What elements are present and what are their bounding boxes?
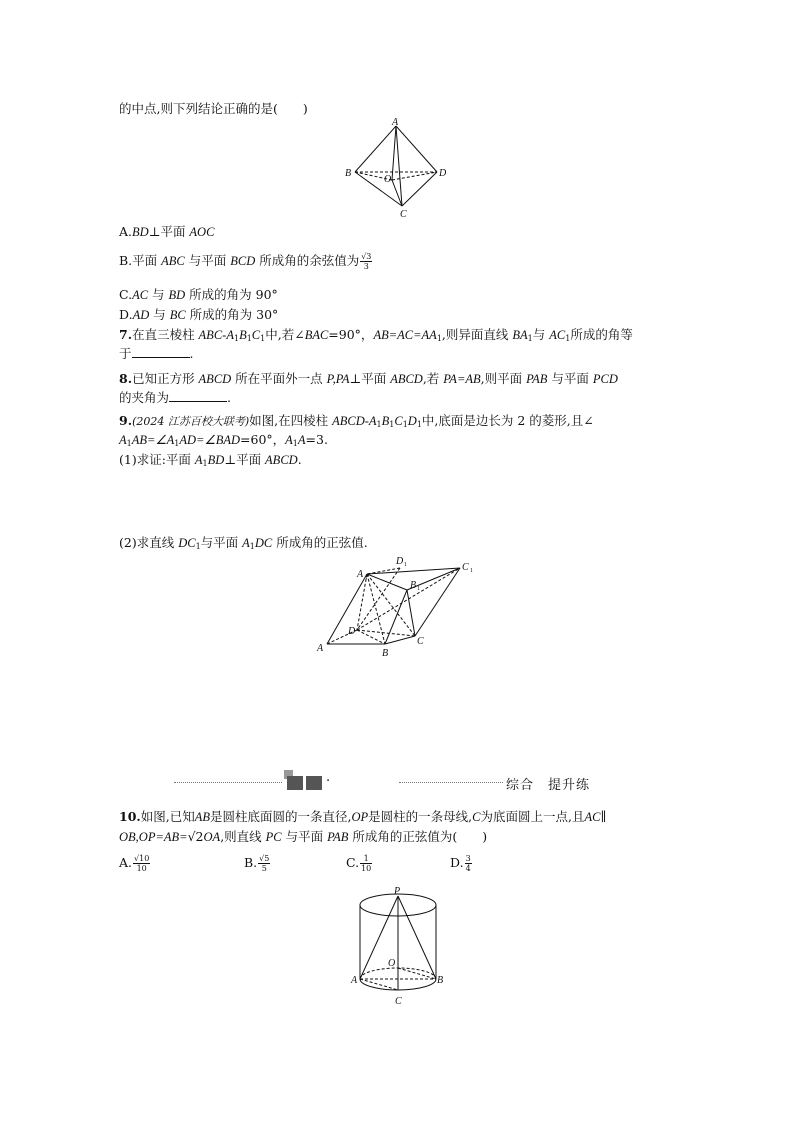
q9-label-d1: D	[396, 556, 404, 567]
q10-option-a[interactable]: A. $\frac{√10}{10}$	[119, 854, 150, 873]
section-header	[174, 770, 624, 794]
q10-figure	[348, 885, 448, 1011]
q6-figure	[340, 116, 460, 222]
q9-part-1: (1)求证:平面 $A_1BD\perp$平面 ABCD.	[119, 452, 302, 468]
q8-line-1: 8.已知正方形 ABCD 所在平面外一点 P,PA⊥平面 ABCD,若 PA=AB,则平面 PAB 与平面 PCD	[119, 371, 618, 386]
section-title: 综合 提升练	[506, 778, 591, 793]
q8-answer-blank[interactable]	[169, 390, 227, 402]
q10-label-c: C	[395, 996, 402, 1007]
q9-line-1: 9.(2024 江苏百校大联考)如图,在四棱柱 ABCD-$A_1B_1C_1D_1$中,底面是边长为 2 的菱形,且∠	[119, 413, 594, 429]
section-dots-right	[399, 782, 503, 783]
q6-label-d: D	[439, 168, 447, 179]
q9-label-d: D	[348, 626, 356, 637]
q8-line-2: 的夹角为 .	[119, 390, 231, 405]
q10-option-d[interactable]: D. $\frac{3}{4}$	[450, 854, 471, 873]
q6-stem-tail: 的中点,则下列结论正确的是( )	[119, 101, 308, 116]
svg-text:1: 1	[470, 568, 473, 574]
q7-answer-blank[interactable]	[132, 346, 190, 358]
q10-label-a: A	[351, 975, 358, 986]
q6-label-a: A	[392, 117, 399, 128]
q10-option-b[interactable]: B. $\frac{√5}{5}$	[244, 854, 270, 873]
q6-label-b: B	[345, 168, 352, 179]
q9-label-b1: B	[410, 580, 417, 591]
q9-label-c1: C	[462, 562, 469, 573]
q6-option-d: D.AD 与 BC 所成的角为 30°	[119, 307, 279, 322]
svg-text:1: 1	[365, 575, 368, 581]
q9-line-2: $A_1AB=\angle A_1AD=\angle BAD=60^\circ$，$A_1A=3$.	[119, 432, 328, 448]
q9-label-a: A	[317, 643, 324, 654]
q6-label-c: C	[400, 209, 407, 220]
q10-label-b: B	[437, 975, 444, 986]
svg-text:1: 1	[404, 562, 407, 568]
q9-label-c: C	[417, 636, 424, 647]
q9-label-b: B	[382, 648, 389, 659]
section-dot: ·	[326, 774, 331, 789]
q10-line-2: OB,OP=AB=√2OA,则直线 PC 与平面 PAB 所成角的正弦值为( )	[119, 829, 488, 844]
q9-part-2: (2)求直线 $DC_1$与平面 $A_1DC$ 所成角的正弦值.	[119, 535, 368, 551]
q6-option-b: B.平面 ABC 与平面 BCD 所成角的余弦值为 $\frac{√3}{3}$	[119, 252, 372, 271]
section-block-1	[287, 776, 303, 790]
q10-line-1: 10.如图,已知AB是圆柱底面圆的一条直径,OP是圆柱的一条母线,C为底面圆上一点,且AC∥	[119, 809, 607, 824]
q7-line-2: 于 .	[119, 346, 194, 361]
section-block-2	[306, 776, 322, 790]
q9-figure	[315, 552, 485, 660]
svg-text:1: 1	[417, 586, 420, 592]
q6-label-o: O	[384, 174, 392, 185]
q10-label-o: O	[388, 958, 396, 969]
q6-option-a: A.BD⊥平面 AOC	[119, 224, 215, 239]
section-dots-left	[174, 782, 282, 783]
q9-label-a1: A	[357, 569, 364, 580]
q7-line-1: 7.在直三棱柱 ABC-$A_1B_1C_1$中,若∠BAC=90°，$AB=AC=AA_1$,则异面直线 $BA_1$与 $AC_1$所成的角等	[119, 327, 633, 343]
q10-label-p: P	[394, 886, 401, 897]
q10-option-c[interactable]: C. $\frac{1}{10}$	[346, 854, 372, 873]
q6-option-c: C.AC 与 BD 所成的角为 90°	[119, 287, 278, 302]
